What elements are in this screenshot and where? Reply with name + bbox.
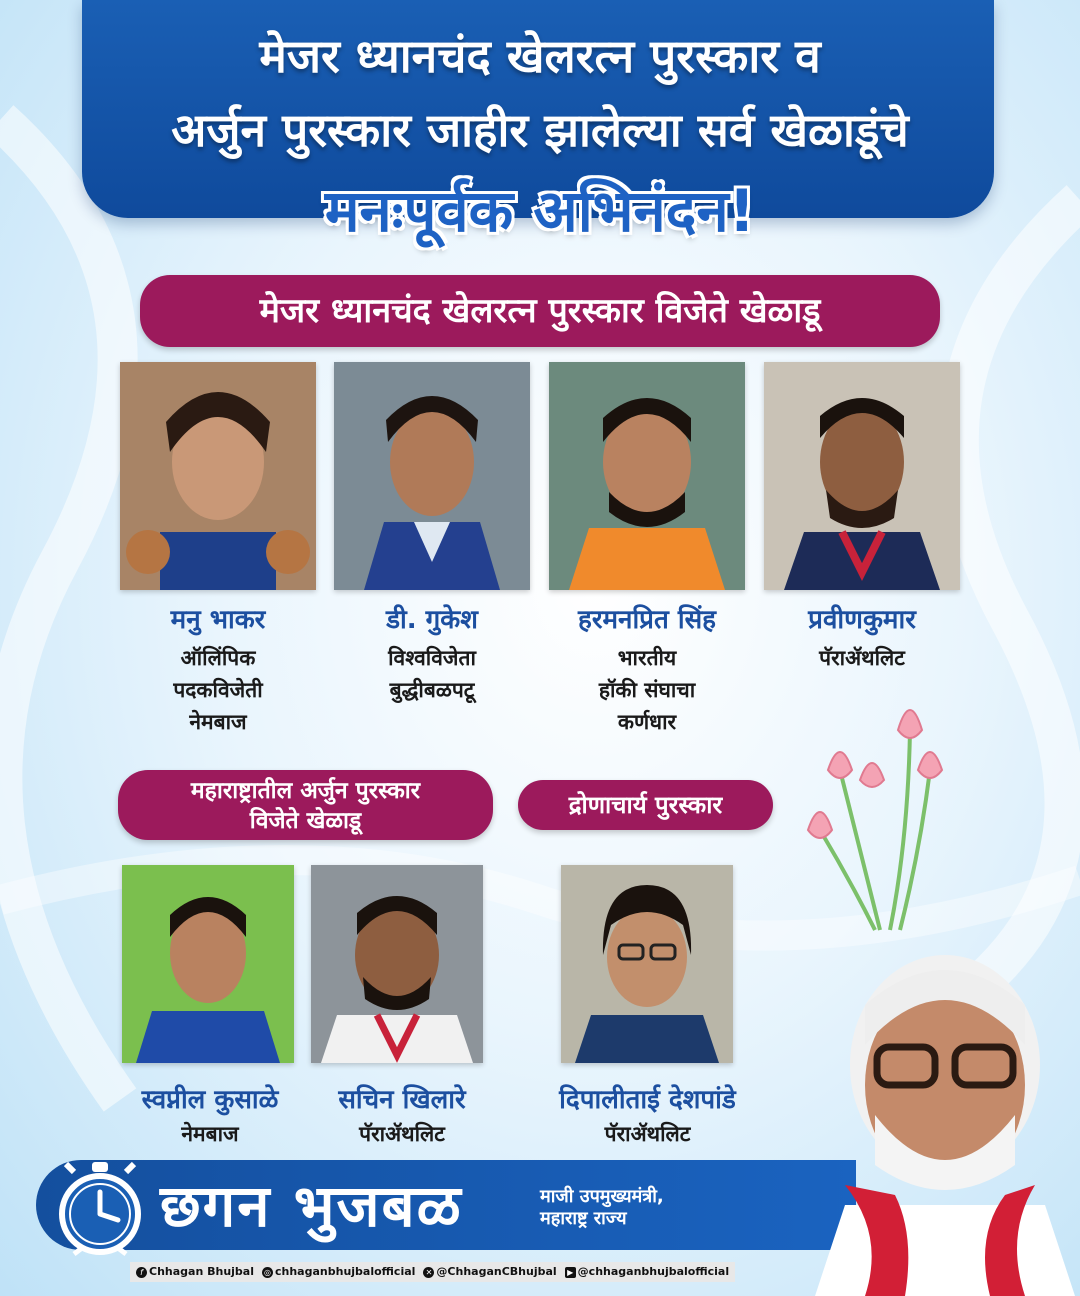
arjuna-title-line2: विजेते खेळाडू	[249, 808, 362, 834]
winner-desc-3a: भारतीय	[617, 646, 677, 670]
x-link[interactable]: ✕ @ChhaganCBhujbal	[423, 1262, 556, 1282]
footer-name: छगन भुजबळ	[160, 1172, 463, 1240]
photo-deepali-deshpande	[561, 865, 733, 1063]
youtube-link[interactable]: ▶ @chhaganbhujbalofficial	[565, 1262, 729, 1282]
arjuna-name-2: सचिन खिलारे	[338, 1085, 466, 1115]
arjuna-title	[118, 770, 493, 840]
photo-manu-bhaker	[120, 362, 316, 590]
header-line-2: अर्जुन पुरस्कार जाहीर झालेल्या सर्व खेळाडूंचे	[171, 103, 909, 157]
footer-role-line1: माजी उपमुख्यमंत्री,	[540, 1186, 664, 1207]
header-line-1: मेजर ध्यानचंद खेलरत्न पुरस्कार व	[259, 29, 821, 83]
winner-desc-3c: कर्णधार	[617, 710, 677, 734]
winner-desc-1c: नेमबाज	[189, 710, 247, 734]
winner-name-4: प्रवीणकुमार	[808, 605, 916, 635]
arjuna-desc-1: नेमबाज	[181, 1122, 239, 1146]
youtube-icon: ▶	[565, 1267, 576, 1278]
x-icon: ✕	[423, 1267, 434, 1278]
clock-logo-icon	[52, 1160, 148, 1256]
facebook-icon: f	[136, 1267, 147, 1278]
winner-desc-3b: हॉकी संघाचा	[598, 678, 696, 702]
arjuna-title-line1: महाराष्ट्रातील अर्जुन पुरस्कार	[190, 778, 421, 804]
tulip-flowers	[780, 690, 980, 940]
header-congratulations: मनःपूर्वक अभिनंदन!	[324, 177, 756, 245]
winner-desc-2b: बुद्धीबळपटू	[389, 678, 475, 702]
photo-gukesh	[334, 362, 530, 590]
winner-desc-2a: विश्वविजेता	[388, 646, 476, 670]
dronacharya-desc-1: पॅराॲथलिट	[604, 1122, 691, 1146]
social-links	[130, 1262, 735, 1282]
facebook-link[interactable]: f Chhagan Bhujbal	[136, 1262, 254, 1282]
winner-name-2: डी. गुकेश	[386, 605, 478, 635]
photo-praveen-kumar	[764, 362, 960, 590]
footer-role-line2: महाराष्ट्र राज्य	[540, 1208, 627, 1229]
instagram-icon: ◎	[262, 1267, 273, 1278]
winner-name-3: हरमनप्रित सिंह	[578, 605, 716, 635]
portrait-chhagan-bhujbal	[805, 935, 1080, 1296]
instagram-link[interactable]: ◎ chhaganbhujbalofficial	[264, 1265, 416, 1278]
dronacharya-title: द्रोणाचार्य पुरस्कार	[518, 780, 773, 830]
winner-desc-1a: ऑलिंपिक	[180, 646, 256, 670]
photo-sachin-khilare	[311, 865, 483, 1063]
photo-swapnil-kusale	[122, 865, 294, 1063]
arjuna-desc-2: पॅराॲथलिट	[359, 1122, 445, 1146]
winner-desc-1b: पदकविजेती	[173, 678, 263, 702]
khelratna-title: मेजर ध्यानचंद खेलरत्न पुरस्कार विजेते खेळाडू	[140, 275, 940, 347]
winner-desc-4a: पॅराॲथलिट	[819, 646, 905, 670]
dronacharya-name-1: दिपालीताई देशपांडे	[559, 1085, 736, 1115]
footer-role	[540, 1186, 664, 1230]
photo-harmanpreet-singh	[549, 362, 745, 590]
arjuna-name-1: स्वप्नील कुसाळे	[141, 1085, 279, 1115]
winner-name-1: मनु भाकर	[170, 605, 266, 635]
